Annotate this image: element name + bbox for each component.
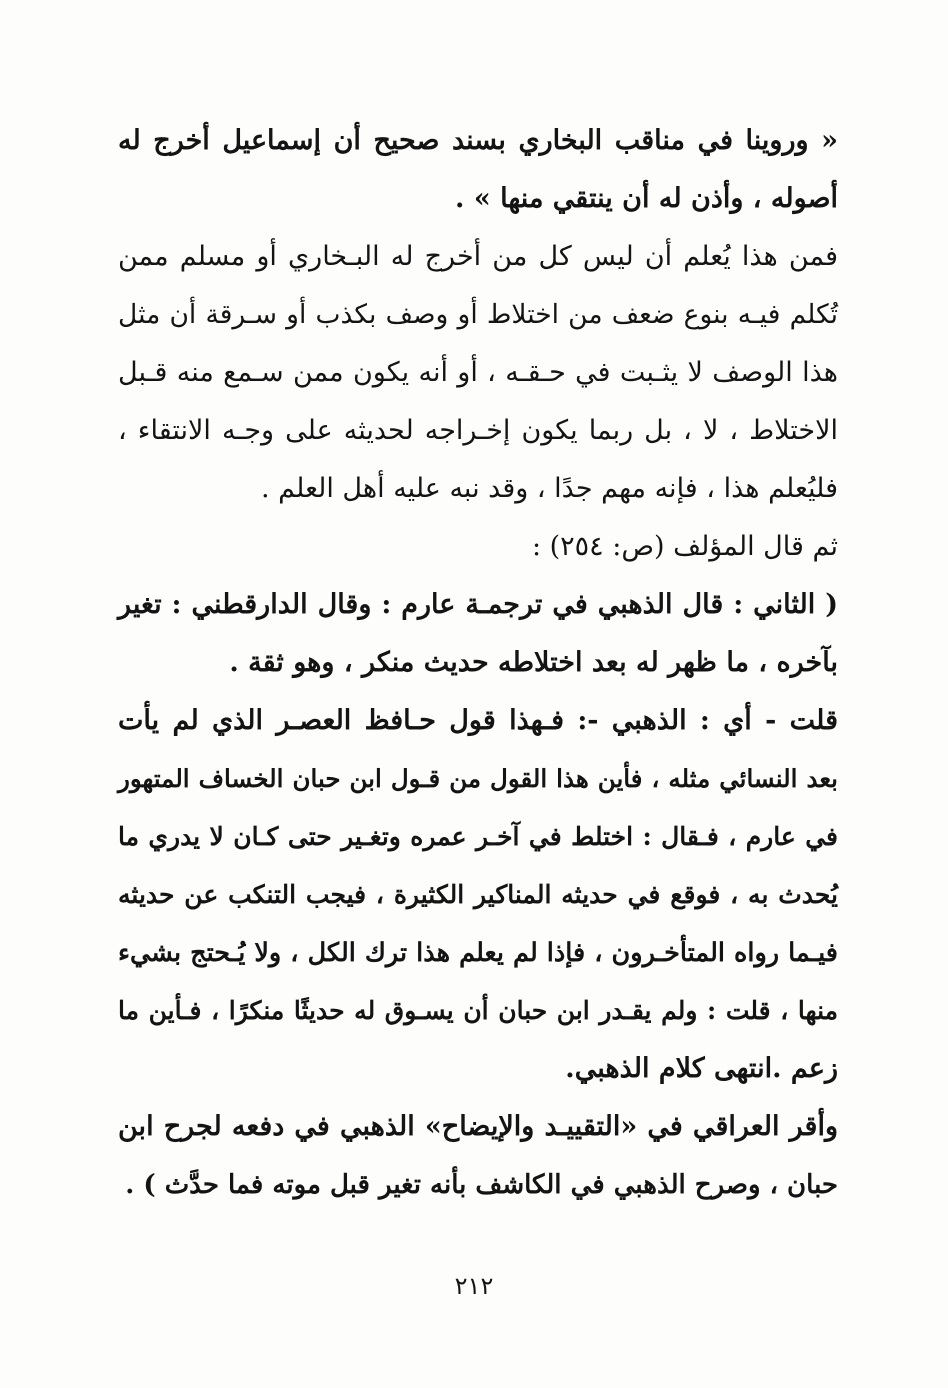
- text-line: فليُعلم هذا ، فإنه مهم جدًا ، وقد نبه عليه أهل العلم .: [261, 473, 838, 504]
- text-line: فمن هذا يُعلم أن ليس كل من أخرج له البـخاري أو مسلم ممن: [118, 241, 838, 272]
- text-line: تُكلم فيـه بنوع ضعف من اختلاط أو وصف بكذب أو سـرقة أن مثل: [118, 299, 838, 330]
- page-number: ٢١٢: [454, 1272, 494, 1300]
- text-line: ( الثاني : قال الذهبي في ترجمـة عارم : وقال الدارقطني : تغير: [118, 589, 838, 620]
- text-line: حبان ، وصرح الذهبي في الكاشف بأنه تغير قبل موته فما حدَّث ) .: [125, 1170, 838, 1200]
- text-line: بآخره ، ما ظهر له بعد اختلاطه حديث منكر ، وهو ثقة .: [229, 647, 838, 678]
- text-line: يُحدث به ، فوقع في حديثه المناكير الكثيرة ، فيجب التنكب عن حديثه: [118, 880, 838, 909]
- text-line: في عارم ، فـقال : اختلط في آخـر عمره وتغـير حتى كـان لا يدري ما: [118, 822, 838, 851]
- text-line: وأقر العراقي في «التقييـد والإيضاح» الذهبي في دفعه لجرح ابن: [118, 1111, 838, 1142]
- text-line: أصوله ، وأذن له أن ينتقي منها » .: [455, 183, 838, 214]
- paragraph-quote-bukhari: [118, 112, 838, 228]
- text-line: منها ، قلت : ولم يقـدر ابن حبان أن يسـوق له حديثًا منكرًا ، فـأين ما: [118, 996, 838, 1025]
- paragraph-quote-iraqi: [118, 1098, 838, 1214]
- text-line: قلت - أي : الذهبي -: فـهذا قول حـافظ العصـر الذي لم يأت: [118, 705, 838, 736]
- paragraph-author-intro: [118, 518, 838, 576]
- text-line: هذا الوصف لا يثـبت في حـقـه ، أو أنه يكون ممن سـمع منه قـبل: [118, 357, 838, 388]
- text-line: بعد النسائي مثله ، فأين هذا القول من قـول ابن حبان الخساف المتهور: [118, 764, 838, 793]
- text-line: « وروينا في مناقب البخاري بسند صحيح أن إسماعيل أخرج له: [118, 125, 838, 156]
- paragraph-quote-second: [118, 576, 838, 692]
- text-line: زعم .انتهى كلام الذهبي.: [565, 1053, 838, 1084]
- text-line: الاختلاط ، لا ، بل ربما يكون إخـراجه لحديثه على وجـه الانتقاء ،: [118, 415, 838, 446]
- text-line: ثم قال المؤلف (ص: ٢٥٤) :: [531, 531, 838, 562]
- paragraph-commentary-1: [118, 228, 838, 518]
- page-body-text: [118, 112, 838, 1214]
- text-line: فيـما رواه المتأخـرون ، فإذا لم يعلم هذا ترك الكل ، ولا يُـحتج بشيء: [118, 938, 838, 968]
- paragraph-quote-dhahabi: [118, 692, 838, 1098]
